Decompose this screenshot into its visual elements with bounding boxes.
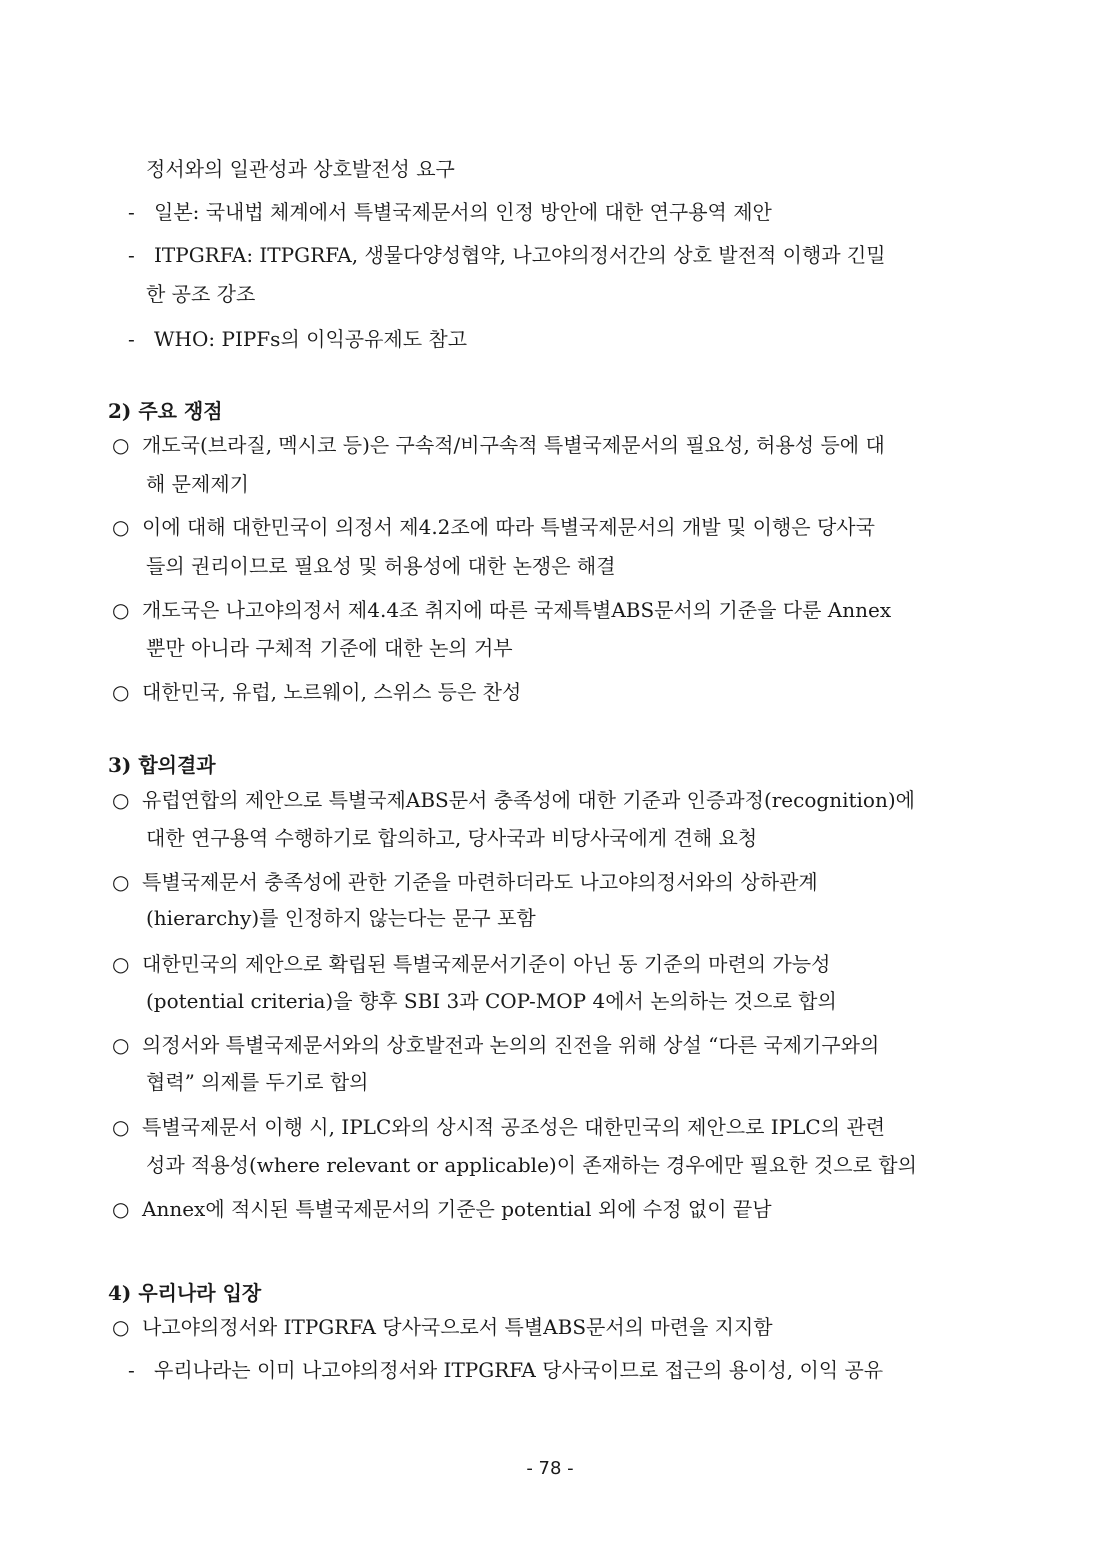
list-item: [112, 951, 830, 977]
text-line: 우리나라는 이미 나고야의정서와 ITPGRFA 당사국이므로 접근의 용이성, 이익 공유: [154, 1358, 884, 1382]
continued-line: [146, 635, 513, 661]
section-heading: 2) 주요 쟁점: [108, 399, 223, 423]
circle-marker: ○: [112, 952, 130, 976]
continued-line: [146, 1069, 369, 1095]
page-number: - 78 -: [526, 1458, 574, 1479]
continued-line: [146, 553, 616, 579]
text-line: 개도국(브라질, 멕시코 등)은 구속적/비구속적 특별국제문서의 필요성, 허용성 등에 대: [142, 433, 885, 457]
list-item: [112, 787, 915, 813]
dash-marker: -: [128, 327, 135, 351]
text-line: 정서와의 일관성과 상호발전성 요구: [146, 157, 455, 181]
list-item: [112, 432, 885, 458]
continued-line: [146, 471, 249, 497]
list-item: [112, 679, 521, 705]
text-line: Annex에 적시된 특별국제문서의 기준은 potential 외에 수정 없이 끝남: [142, 1197, 772, 1221]
circle-marker: ○: [112, 1315, 130, 1339]
continued-line: [146, 156, 455, 182]
list-item: [128, 1357, 883, 1383]
text-line: 한 공조 강조: [146, 282, 256, 306]
continued-line: [146, 281, 255, 307]
text-line: WHO: PIPFs의 이익공유제도 참고: [154, 327, 468, 351]
list-item: [112, 869, 818, 895]
dash-marker: -: [128, 243, 135, 267]
circle-marker: ○: [112, 1115, 130, 1139]
text-line: 들의 권리이므로 필요성 및 허용성에 대한 논쟁은 해결: [146, 554, 616, 578]
list-item: [112, 1314, 773, 1340]
text-line: 이에 대해 대한민국이 의정서 제4.2조에 따라 특별국제문서의 개발 및 이행은 당사국: [142, 515, 875, 539]
text-line: ITPGRFA: ITPGRFA, 생물다양성협약, 나고야의정서간의 상호 발전적 이행과 긴밀: [154, 243, 886, 267]
text-line: 뿐만 아니라 구체적 기준에 대한 논의 거부: [146, 636, 513, 660]
text-line: (hierarchy)를 인정하지 않는다는 문구 포함: [146, 906, 536, 930]
text-line: 대한민국의 제안으로 확립된 특별국제문서기준이 아닌 동 기준의 마련의 가능성: [142, 952, 831, 976]
circle-marker: ○: [112, 870, 130, 894]
circle-marker: ○: [112, 515, 130, 539]
text-line: 의정서와 특별국제문서와의 상호발전과 논의의 진전을 위해 상설 “다른 국제기구와의: [142, 1033, 880, 1057]
list-item: [128, 242, 886, 268]
text-line: (potential criteria)을 향후 SBI 3과 COP-MOP 4에서 논의하는 것으로 합의: [146, 989, 837, 1013]
text-line: 대한 연구용역 수행하기로 합의하고, 당사국과 비당사국에게 견해 요청: [146, 826, 758, 850]
circle-marker: ○: [112, 598, 130, 622]
continued-line: [146, 1152, 917, 1178]
list-item: [112, 1114, 885, 1140]
circle-marker: ○: [112, 680, 130, 704]
text-line: 유럽연합의 제안으로 특별국제ABS문서 충족성에 대한 기준과 인증과정(recognition)에: [142, 788, 915, 812]
text-line: 나고야의정서와 ITPGRFA 당사국으로서 특별ABS문서의 마련을 지지함: [142, 1315, 773, 1339]
list-item: [112, 514, 875, 540]
continued-line: [146, 905, 536, 931]
list-item: [112, 597, 891, 623]
list-item: [112, 1196, 772, 1222]
text-line: 성과 적용성(where relevant or applicable)이 존재하는 경우에만 필요한 것으로 합의: [146, 1153, 917, 1177]
circle-marker: ○: [112, 788, 130, 812]
dash-marker: -: [128, 200, 135, 224]
text-line: 대한민국, 유럽, 노르웨이, 스위스 등은 찬성: [142, 680, 522, 704]
list-item: [112, 1032, 879, 1058]
continued-line: [146, 988, 837, 1014]
list-item: [128, 326, 467, 352]
text-line: 협력” 의제를 두기로 합의: [146, 1070, 369, 1094]
text-line: 특별국제문서 이행 시, IPLC와의 상시적 공조성은 대한민국의 제안으로 IPLC의 관련: [142, 1115, 886, 1139]
circle-marker: ○: [112, 433, 130, 457]
section-heading: 4) 우리나라 입장: [108, 1281, 262, 1305]
dash-marker: -: [128, 1358, 135, 1382]
continued-line: [146, 825, 757, 851]
text-line: 해 문제제기: [146, 472, 249, 496]
text-line: 일본: 국내법 체계에서 특별국제문서의 인정 방안에 대한 연구용역 제안: [154, 200, 772, 224]
list-item: [128, 199, 772, 225]
text-line: 개도국은 나고야의정서 제4.4조 취지에 따른 국제특별ABS문서의 기준을 다룬 Annex: [142, 598, 892, 622]
circle-marker: ○: [112, 1197, 130, 1221]
text-line: 특별국제문서 충족성에 관한 기준을 마련하더라도 나고야의정서와의 상하관계: [142, 870, 818, 894]
section-heading: 3) 합의결과: [108, 753, 216, 777]
circle-marker: ○: [112, 1033, 130, 1057]
